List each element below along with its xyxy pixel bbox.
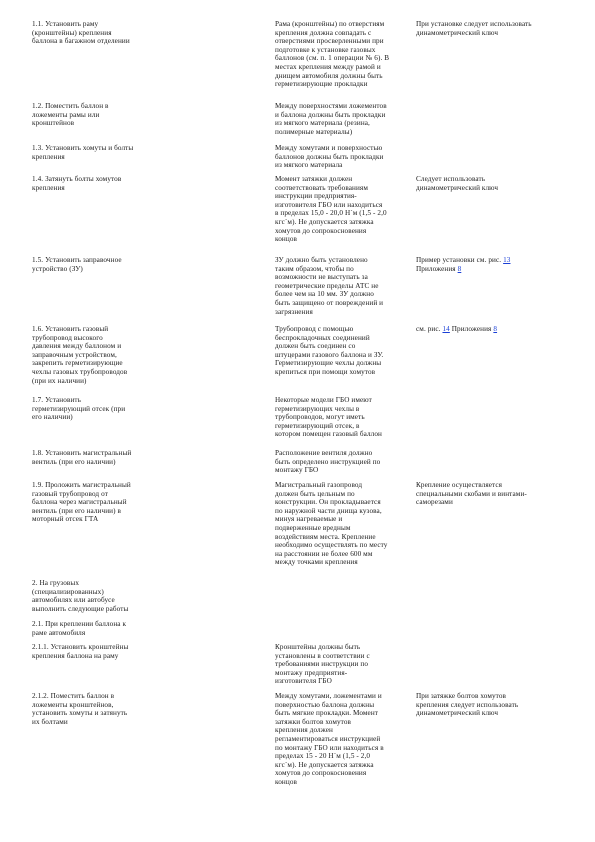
figure-link[interactable]: 13 (503, 256, 511, 264)
appendix-link[interactable]: 8 (457, 264, 462, 273)
note-cell: При установке следует использовать динамометрический ключ (416, 20, 532, 37)
requirement-cell: Между хомутами и поверхностью баллонов должны быть прокладки из мягкого материала (275, 144, 384, 170)
requirement-cell: Расположение вентиля должно быть определено инструкцией по монтажу ГБО (275, 449, 381, 475)
appendix-link[interactable]: 8 (493, 325, 498, 333)
note-text: см. рис. (416, 325, 443, 333)
operation-cell: 2.1. При креплении баллона к раме автомобиля (32, 620, 127, 637)
operation-cell: 1.9. Проложить магистральный газовый трубопровод от баллона через магистральный вентиль (при его наличии) в моторный отсек ГТА (32, 481, 131, 524)
requirement-cell: Трубопровод с помощью беспрокладочных соединений должен быть соединен со штуцерами газового баллона и ЗУ. Герметизирующие чехлы должны крепиться при помощи хомутов (275, 325, 384, 376)
operation-cell: 1.1. Установить раму (кронштейны) крепления баллона в багажном отделении (32, 20, 130, 46)
note-text: Приложения (449, 325, 494, 333)
requirement-cell: Кронштейны должны быть установлены в соответствии с требованиями инструкции по монтажу предприятия- изготовителя ГБО (275, 643, 370, 686)
operation-cell: 1.4. Затянуть болты хомутов крепления (32, 175, 122, 192)
operation-cell: 2.1.2. Поместить баллон в ложементы кронштейнов, установить хомуты и затянуть их болтами (32, 692, 128, 726)
figure-link[interactable]: 14 (442, 325, 450, 333)
note-cell (416, 256, 566, 273)
requirement-cell: Между поверхностями ложементов и баллона должны быть прокладки из мягкого материала (резина, полимерные материалы) (275, 102, 387, 136)
requirement-cell: Рама (кронштейны) по отверстиям крепления должна совпадать с отверстиями просверленными при подготовке к установке газовых баллонов (см. п. 1 операции № 6). В местах крепления между рамой и днищем автомобиля должны быть герметизирующие прокладки (275, 20, 390, 89)
operation-cell: 1.5. Установить заправочное устройство (ЗУ) (32, 256, 122, 273)
note-cell: При затяжке болтов хомутов крепления следует использовать динамометрический ключ (416, 692, 519, 718)
operation-cell: 1.8. Установить магистральный вентиль (при его наличии) (32, 449, 132, 466)
operation-cell: 1.2. Поместить баллон в ложементы рамы или кронштейнов (32, 102, 109, 128)
operation-cell: 2.1.1. Установить кронштейны крепления баллона на раму (32, 643, 129, 660)
requirement-cell: Магистральный газопровод должен быть цельным по конструкции. Он прокладывается по наружной части днища кузова, минуя нагреваемые и подверженные вредным воздействиям места. Крепление необходимо осуществлять по месту на расстоянии не более 600 мм между точками крепления (275, 481, 388, 567)
requirement-cell: ЗУ должно быть установлено таким образом, чтобы по возможности не выступать за геометрические пределы АТС не более чем на 10 мм. ЗУ должно быть защищено от повреждений и загрязнения (275, 256, 384, 316)
note-cell: Следует использовать динамометрический ключ (416, 175, 499, 192)
note-text: Пример установки см. рис. (416, 256, 504, 264)
note-cell (416, 325, 566, 334)
requirement-cell: Момент затяжки должен соответствовать требованиям инструкции предприятия- изготовителя ГБО или находиться в пределах 15,0 - 20,0 Н´м (1,5 - 2,0 кгс´м). Не допускается затяжка хомутов до сопрокосновения концов (275, 175, 387, 244)
requirement-cell: Некоторые модели ГБО имеют герметизирующих чехлы в трубопроводов, могут иметь герметизирующий отсек, в котором помещен газовый баллон (275, 396, 382, 439)
section-heading-cell: 2. На грузовых (специализированных) автомобилях или автобусе выполнить следующие работы (32, 579, 129, 613)
note-cell: Крепление осуществляется специальными скобами и винтами- саморезами (416, 481, 527, 507)
operation-cell: 1.6. Установить газовый трубопровод высокого давления между баллоном и заправочным устройством, закрепить герметизирующие чехлы газовых трубопроводов (при их наличии) (32, 325, 128, 385)
note-text: Приложения (416, 264, 456, 273)
requirement-cell: Между хомутами, ложементами и поверхностью баллона должны быть мягкие прокладки. Момент затяжки болтов хомутов крепления должен регламентироваться инструкцией по монтажу ГБО или находиться в пределах 15 - 20 Н´м (1,5 - 2,0 кгс´м). Не допускается затяжка хомутов до сопрокосновения концов (275, 692, 384, 786)
operation-cell: 1.3. Установить хомуты и болты крепления (32, 144, 134, 161)
operation-cell: 1.7. Установить герметизирующий отсек (при его наличии) (32, 396, 126, 422)
